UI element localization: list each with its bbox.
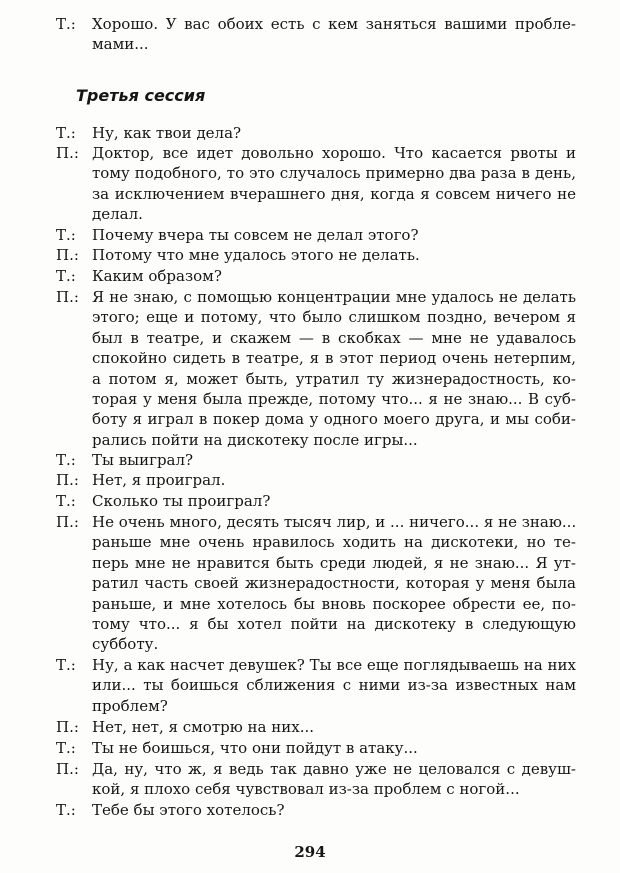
text-line: Не очень много, десять тысяч лир, и ... ничего... я не знаю... [92, 513, 577, 531]
section-title: Третья сессия [76, 86, 206, 105]
text-line: Хорошо. У вас обоих есть с кем заняться вашими пробле- [92, 15, 576, 33]
utterance [92, 123, 576, 143]
dialogue-turn [56, 759, 576, 800]
text-line: субботу. [92, 635, 159, 654]
dialogue-turn [56, 738, 576, 758]
speaker-label: Т.: [56, 267, 76, 285]
text-line: Ну, как твои дела? [92, 124, 242, 142]
text-line: Доктор, все идет довольно хорошо. Что касается рвоты и [92, 144, 576, 162]
utterance [92, 512, 576, 655]
dialogue-turn [56, 450, 576, 470]
dialogue-turn [56, 245, 576, 265]
speaker-label: Т.: [56, 492, 76, 510]
speaker-label: П.: [56, 760, 79, 778]
text-line: тому подобного, то это случалось примерно два раза в день, [92, 164, 576, 183]
utterance [92, 759, 576, 800]
utterance [92, 225, 576, 245]
utterance [92, 470, 576, 490]
speaker-label: Т.: [56, 656, 76, 674]
dialogue-turn [56, 512, 576, 655]
text-line: этого; еще и потому, что было слишком поздно, вечером я [92, 308, 576, 327]
speaker-label: П.: [56, 718, 79, 736]
utterance [92, 245, 576, 265]
text-line: Да, ну, что ж, я ведь так давно уже не целовался с девуш- [92, 760, 576, 778]
utterance [92, 717, 576, 737]
text-line: рались пойти на дискотеку после игры... [92, 430, 418, 449]
dialogue-turn [56, 800, 576, 820]
dialogue-turn [56, 655, 576, 716]
speaker-label: П.: [56, 513, 79, 531]
text-line: раньше, и мне хотелось бы вновь поскорее обрести ее, по- [92, 594, 576, 613]
text-line: Каким образом? [92, 267, 222, 285]
dialogue-turn [56, 266, 576, 286]
text-line: за исключением вчерашнего дня, когда я совсем ничего не [92, 184, 576, 203]
text-line: Нет, я проиграл. [92, 471, 226, 489]
text-line: торая у меня была прежде, потому что... я не знаю... В суб- [92, 390, 576, 409]
speaker-label: Т.: [56, 124, 76, 142]
text-line: мами... [92, 35, 149, 54]
text-line: Почему вчера ты совсем не делал этого? [92, 226, 419, 244]
utterance [92, 800, 576, 820]
utterance [92, 287, 576, 450]
dialogue-turn [56, 717, 576, 737]
dialogue-turn [56, 287, 576, 450]
speaker-label: Т.: [56, 451, 76, 469]
text-line: Потому что мне удалось этого не делать. [92, 246, 420, 264]
speaker-label: Т.: [56, 15, 76, 33]
dialogue-turn-intro [56, 14, 576, 55]
dialogue-turn [56, 123, 576, 143]
dialogue-turn [56, 225, 576, 245]
utterance [92, 738, 576, 758]
text-line: проблем? [92, 696, 168, 715]
utterance [92, 450, 576, 470]
text-line: кой, я плохо себя чувствовал из-за проблем с ногой... [92, 780, 520, 799]
speaker-label: Т.: [56, 226, 76, 244]
text-line: Я не знаю, с помощью концентрации мне удалось не делать [92, 288, 576, 306]
text-line: раньше мне очень нравилось ходить на дискотеки, но те- [92, 533, 576, 552]
text-line: Ну, а как насчет девушек? Ты все еще поглядываешь на них [92, 656, 576, 674]
speaker-label: П.: [56, 288, 79, 306]
text-line: а потом я, может быть, утратил ту жизнерадостность, ко- [92, 369, 576, 388]
text-line: Ты выиграл? [92, 451, 194, 469]
utterance [92, 655, 576, 716]
speaker-label: Т.: [56, 801, 76, 819]
text-line: был в театре, и скажем — в скобках — мне не удавалось [92, 328, 576, 347]
text-line: Нет, нет, я смотрю на них... [92, 718, 315, 736]
text-line: тому что... я бы хотел пойти на дискотеку в следующую [92, 615, 576, 634]
utterance [92, 143, 576, 225]
speaker-label: П.: [56, 144, 79, 162]
page-number: 294 [294, 843, 326, 861]
utterance [92, 491, 576, 511]
utterance [92, 266, 576, 286]
utterance [92, 14, 576, 55]
text-line: делал. [92, 205, 143, 224]
text-line: Тебе бы этого хотелось? [92, 801, 285, 819]
text-line: боту я играл в покер дома у одного моего друга, и мы соби- [92, 410, 576, 429]
text-line: спокойно сидеть в театре, я в этот период очень нетерпим, [92, 349, 576, 368]
text-line: перь мне не нравится быть среди людей, я не знаю... Я ут- [92, 553, 576, 572]
speaker-label: Т.: [56, 739, 76, 757]
text-line: ратил часть своей жизнерадостности, которая у меня была [92, 574, 576, 593]
dialogue-turn [56, 491, 576, 511]
speaker-label: П.: [56, 246, 79, 264]
speaker-label: П.: [56, 471, 79, 489]
dialogue-turn [56, 470, 576, 490]
text-line: Сколько ты проиграл? [92, 492, 271, 510]
dialogue-turn [56, 143, 576, 225]
text-line: или... ты боишься сближения с ними из-за известных нам [92, 676, 576, 695]
text-line: Ты не боишься, что они пойдут в атаку... [92, 739, 418, 757]
